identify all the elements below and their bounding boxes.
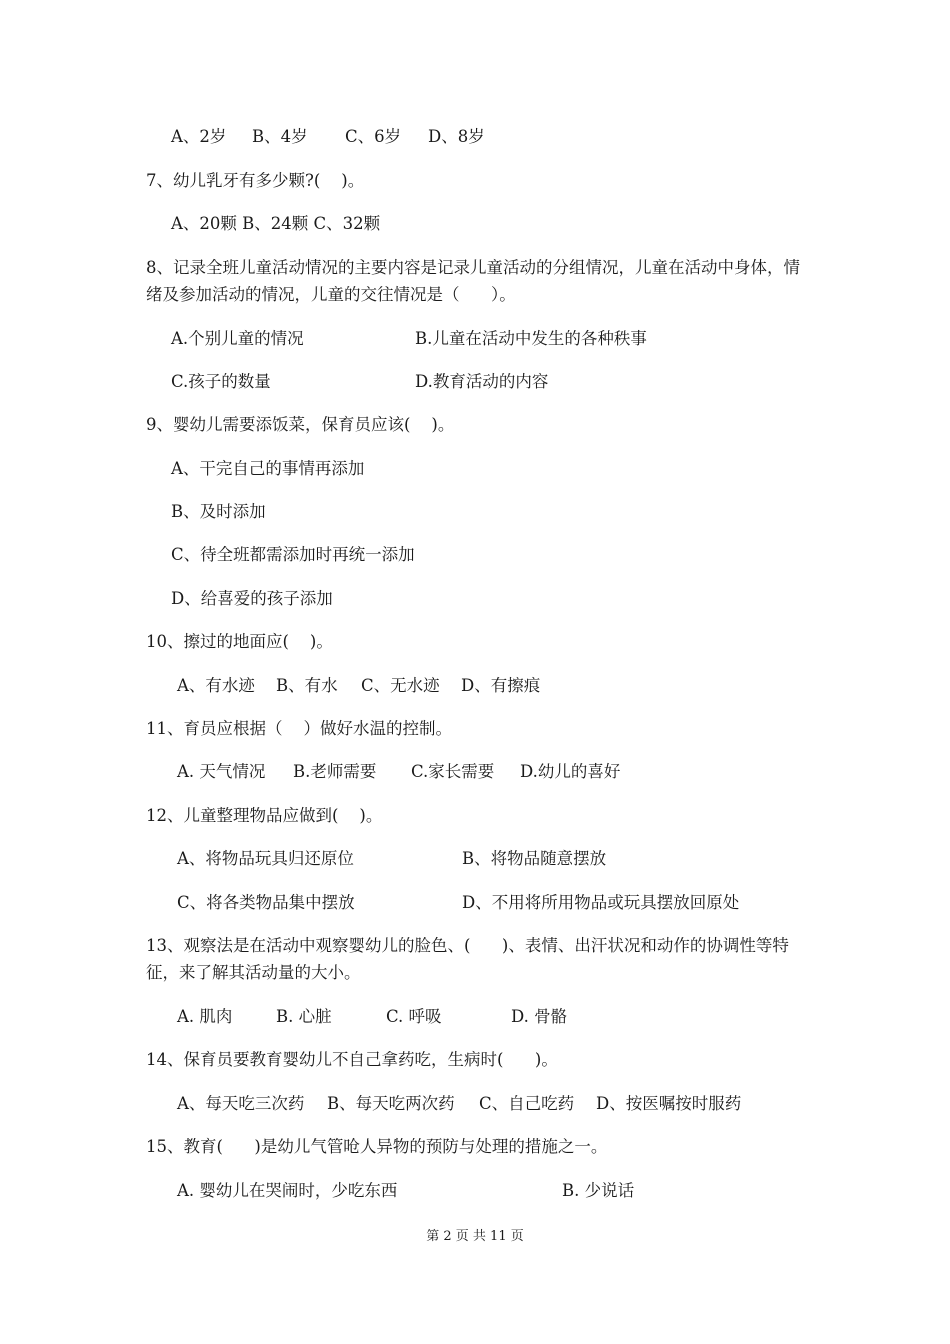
q12-option-c: C、将各类物品集中摆放 [177, 893, 355, 912]
q10-option-b: B、有水 [276, 676, 338, 695]
q10-option-d: D、有擦痕 [461, 676, 541, 695]
q13-option-b: B. 心脏 [276, 1007, 332, 1026]
q14-option-c: C、自己吃药 [479, 1094, 575, 1113]
q12-option-d: D、不用将所用物品或玩具摆放回原处 [462, 893, 740, 912]
q14-option-a: A、每天吃三次药 [177, 1094, 305, 1113]
q9-option-b: B、及时添加 [171, 502, 266, 521]
q7-options: A、20颗 B、24颗 C、32颗 [171, 214, 381, 233]
q11-option-b: B.老师需要 [293, 762, 377, 781]
q6-option-b: B、4岁 [252, 127, 308, 146]
q9-option-a: A、干完自己的事情再添加 [171, 459, 365, 478]
q15-option-a: A. 婴幼儿在哭闹时，少吃东西 [177, 1181, 398, 1200]
q11-option-c: C.家长需要 [411, 762, 495, 781]
q13-option-c: C. 呼吸 [386, 1007, 442, 1026]
q13-option-d: D. 骨骼 [511, 1007, 568, 1026]
q9-stem: 9、婴幼儿需要添饭菜，保育员应该( )。 [146, 415, 455, 434]
q6-option-c: C、6岁 [345, 127, 402, 146]
q8-option-b: B.儿童在活动中发生的各种秩事 [415, 329, 647, 348]
q11-option-a: A. 天气情况 [177, 762, 266, 781]
q13-option-a: A. 肌肉 [177, 1007, 233, 1026]
q10-option-c: C、无水迹 [361, 676, 440, 695]
q8-stem-line2: 绪及参加活动的情况，儿童的交往情况是（ ）。 [146, 285, 516, 304]
q15-option-b: B. 少说话 [562, 1181, 635, 1200]
q11-option-d: D.幼儿的喜好 [520, 762, 621, 781]
q10-option-a: A、有水迹 [177, 676, 255, 695]
q11-stem: 11、育员应根据（ ）做好水温的控制。 [146, 719, 452, 738]
page-footer: 第 2 页 共 11 页 [426, 1229, 524, 1244]
q14-option-b: B、每天吃两次药 [327, 1094, 455, 1113]
q13-stem-line2: 征，来了解其活动量的大小。 [146, 963, 361, 982]
q8-option-a: A.个别儿童的情况 [171, 329, 304, 348]
q10-stem: 10、擦过的地面应( )。 [146, 632, 333, 651]
q6-option-a: A、2岁 [171, 127, 227, 146]
q8-stem-line1: 8、记录全班儿童活动情况的主要内容是记录儿童活动的分组情况，儿童在活动中身体，情 [146, 258, 800, 277]
q7-stem: 7、幼儿乳牙有多少颗?( )。 [146, 171, 365, 190]
q12-stem: 12、儿童整理物品应做到( )。 [146, 806, 383, 825]
q15-stem: 15、教育( )是幼儿气管呛人异物的预防与处理的措施之一。 [146, 1137, 608, 1156]
q14-option-d: D、按医嘱按时服药 [596, 1094, 742, 1113]
q6-option-d: D、8岁 [428, 127, 485, 146]
q13-stem-line1: 13、观察法是在活动中观察婴幼儿的脸色、( )、表情、出汗状况和动作的协调性等特 [146, 936, 789, 955]
q8-option-d: D.教育活动的内容 [415, 372, 549, 391]
q14-stem: 14、保育员要教育婴幼儿不自己拿药吃，生病时( )。 [146, 1050, 558, 1069]
q9-option-c: C、待全班都需添加时再统一添加 [171, 545, 415, 564]
q8-option-c: C.孩子的数量 [171, 372, 271, 391]
q9-option-d: D、给喜爱的孩子添加 [171, 589, 333, 608]
q12-option-a: A、将物品玩具归还原位 [177, 849, 354, 868]
q12-option-b: B、将物品随意摆放 [462, 849, 607, 868]
